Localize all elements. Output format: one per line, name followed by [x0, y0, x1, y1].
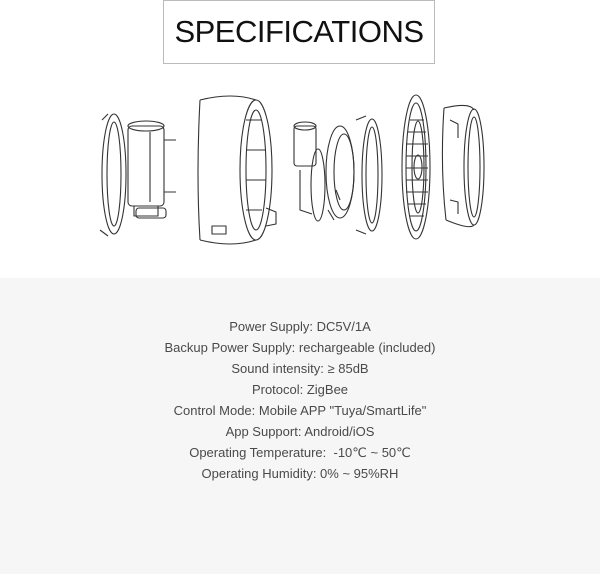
- spec-operating-temperature: Operating Temperature: -10℃ ~ 50℃: [189, 445, 411, 460]
- spec-sound-intensity: Sound intensity: ≥ 85dB: [231, 361, 369, 376]
- circuit-board-part: [294, 116, 382, 234]
- exploded-view-diagram: [0, 80, 600, 270]
- housing-part: [198, 96, 276, 244]
- grill-cover-part: [402, 95, 430, 239]
- front-ring-part: [442, 105, 484, 226]
- spec-backup-power: Backup Power Supply: rechargeable (included): [164, 340, 436, 355]
- title-box: [163, 0, 435, 64]
- page-title: SPECIFICATIONS: [174, 14, 424, 49]
- spec-protocol: Protocol: ZigBee: [251, 382, 349, 397]
- spec-list: [0, 316, 600, 484]
- spec-power-supply: Power Supply: DC5V/1A: [229, 319, 371, 334]
- specs-panel: [0, 278, 600, 574]
- back-plate-part: [100, 114, 176, 236]
- spec-control-mode: Control Mode: Mobile APP "Tuya/SmartLife": [173, 403, 427, 418]
- spec-app-support: App Support: Android/iOS: [225, 424, 375, 439]
- exploded-view-illustration: [0, 80, 600, 270]
- spec-operating-humidity: Operating Humidity: 0% ~ 95%RH: [201, 466, 399, 481]
